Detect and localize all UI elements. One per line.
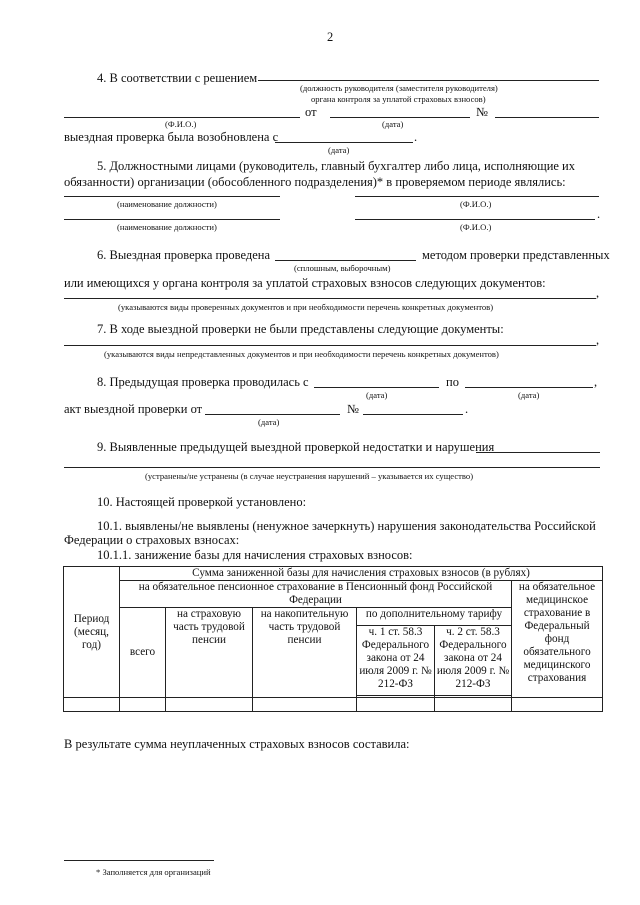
s6-tail: методом проверки представленных [422, 248, 610, 262]
table-cell[interactable] [512, 698, 603, 712]
underreported-base-table [63, 566, 603, 712]
s8-caption-date-c: (дата) [258, 417, 280, 427]
s6-docs-line[interactable] [64, 298, 596, 299]
s6-caption-docs: (указываются виды проверенных документов и при необходимости перечень конкретных документов) [118, 302, 494, 312]
s5-line1: 5. Должностными лицами (руководитель, главный бухгалтер либо лица, исполняющие их [97, 159, 575, 173]
s8-caption-date-a: (дата) [366, 390, 388, 400]
s4-position-line[interactable] [258, 80, 599, 81]
s5-caption-fio-a: (Ф.И.О.) [460, 199, 492, 209]
s9-line-a[interactable] [476, 452, 600, 453]
s4-from-label: от [305, 105, 317, 119]
s5-caption-pos-b: (наименование должности) [117, 222, 217, 232]
s8-date-to-line[interactable] [465, 387, 593, 388]
s10-1-line1: 10.1. выявлены/не выявлены (ненужное зачеркнуть) нарушения законодательства Российской [97, 519, 596, 533]
s4-lead: 4. В соответствии с решением [97, 71, 258, 85]
col-extra-part1: ч. 1 ст. 58.3 Федерального закона от 24 июля 2009 г. № 212-ФЗ [357, 626, 435, 696]
s4-resumed-date-line[interactable] [275, 142, 413, 143]
s8-caption-date-b: (дата) [518, 390, 540, 400]
s5-dot: . [597, 207, 601, 221]
s9-line1: 9. Выявленные предыдущей выездной проверкой недостатки и нарушения [97, 440, 495, 454]
table-cell[interactable] [120, 698, 166, 712]
table-cell[interactable] [435, 698, 512, 712]
s8-lead: 8. Предыдущая проверка проводилась с [97, 375, 309, 389]
s5-position-b-line[interactable] [64, 219, 280, 220]
s6-caption-method: (сплошным, выборочным) [294, 263, 391, 273]
s5-fio-a-line[interactable] [355, 196, 599, 197]
col-extra-part2: ч. 2 ст. 58.3 Федерального закона от 24 июля 2009 г. № 212-ФЗ [435, 626, 512, 696]
s4-number-line[interactable] [495, 117, 599, 118]
col-insurance-part: на страховую часть трудовой пенсии [166, 608, 253, 698]
s5-position-a-line[interactable] [64, 196, 280, 197]
s4-caption-date2: (дата) [328, 145, 350, 155]
s8-act-text: акт выездной проверки от [64, 402, 203, 416]
s4-caption-position-1: (должность руководителя (заместителя руководителя) [300, 83, 498, 93]
s4-resumed-text: выездная проверка была возобновлена с [64, 130, 279, 144]
table-row[interactable] [64, 698, 603, 712]
header-sum: Сумма заниженной базы для начисления страховых взносов (в рублях) [120, 567, 603, 581]
s8-comma: , [594, 375, 598, 389]
footnote-divider [64, 860, 214, 861]
table-cell[interactable] [64, 698, 120, 712]
s8-date-from-line[interactable] [314, 387, 439, 388]
s5-line2: обязанности) организации (обособленного подразделения)* в проверяемом периоде являлись: [64, 175, 566, 189]
s6-line2: или имеющихся у органа контроля за уплатой страховых взносов следующих документов: [64, 276, 546, 290]
s7-caption: (указываются виды непредставленных документов и при необходимости перечень конкретных документов) [104, 349, 499, 359]
s8-act-number-line[interactable] [363, 414, 463, 415]
header-medical: на обязательное медицинское страхование в Федеральный фонд обязательного медицинского страхования [512, 581, 603, 698]
col-funded-part: на накопительную часть трудовой пенсии [253, 608, 357, 698]
s6-lead: 6. Выездная проверка проведена [97, 248, 271, 262]
page-number: 2 [327, 30, 334, 44]
s9-caption: (устранены/не устранены (в случае неустранения нарушений – указывается их существо) [145, 471, 474, 481]
col-extra-tariff: по дополнительному тарифу [357, 608, 512, 626]
s10-1-line2: Федерации о страховых взносах: [64, 533, 240, 547]
table-cell[interactable] [357, 698, 435, 712]
footnote: * Заполняется для организаций [96, 867, 211, 877]
result-text: В результате сумма неуплаченных страховых взносов составила: [64, 737, 410, 751]
table-cell[interactable] [253, 698, 357, 712]
s5-caption-fio-b: (Ф.И.О.) [460, 222, 492, 232]
header-pension: на обязательное пенсионное страхование в Пенсионный фонд Российской Федерации [120, 581, 512, 608]
s8-dot: . [465, 402, 469, 416]
s5-fio-b-line[interactable] [355, 219, 595, 220]
s8-act-date-line[interactable] [205, 414, 340, 415]
s7-comma: , [596, 333, 600, 347]
col-total: всего [120, 608, 166, 698]
s4-fio-line[interactable] [64, 117, 300, 118]
s4-date-line[interactable] [330, 117, 470, 118]
s10-heading: 10. Настоящей проверкой установлено: [97, 495, 307, 509]
s7-line1: 7. В ходе выездной проверки не были представлены следующие документы: [97, 322, 504, 336]
s4-number-sign: № [476, 105, 488, 119]
s8-number-sign: № [347, 402, 359, 416]
s5-caption-pos-a: (наименование должности) [117, 199, 217, 209]
s4-caption-position-2: органа контроля за уплатой страховых взносов) [311, 94, 486, 104]
s8-to-label: по [446, 375, 459, 389]
table-cell[interactable] [166, 698, 253, 712]
s7-docs-line[interactable] [64, 345, 596, 346]
s4-period: . [414, 130, 418, 144]
s10-1-1: 10.1.1. занижение базы для начисления страховых взносов: [97, 548, 413, 562]
s4-caption-fio: (Ф.И.О.) [165, 119, 197, 129]
s9-line-b[interactable] [64, 467, 600, 468]
s4-caption-date: (дата) [382, 119, 404, 129]
s6-method-line[interactable] [275, 260, 416, 261]
s6-comma: , [596, 286, 600, 300]
col-period: Период (месяц, год) [64, 567, 120, 698]
